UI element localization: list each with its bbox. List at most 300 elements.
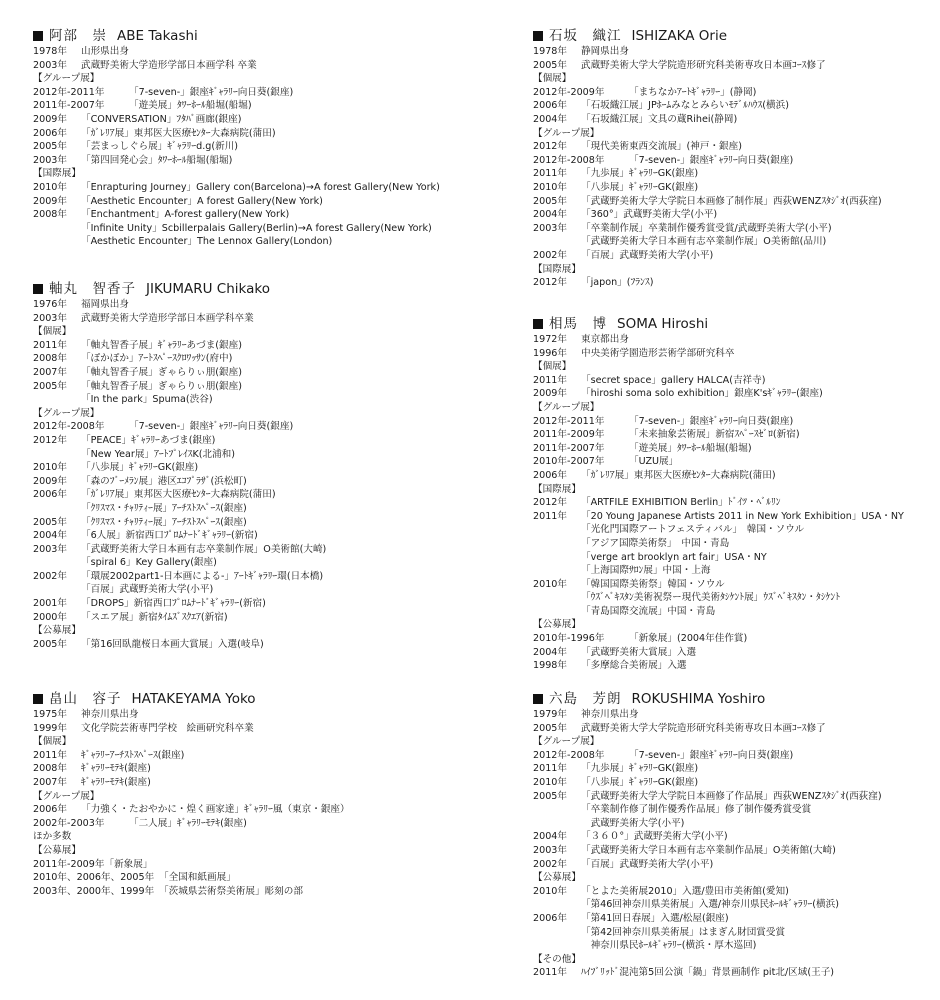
entry-text: 「武蔵野美術大学日本画有志卒業制作展」O美術館(大崎) [81, 543, 327, 555]
entry-row [33, 366, 463, 380]
entry-year: 2002年 [533, 858, 568, 870]
entry-text: 「未来抽象芸術展」新宿ｽﾍﾟｰｽｾﾞﾛ(新宿) [629, 429, 800, 441]
entry-row [533, 333, 940, 347]
entry-year: 2012年-2011年 [33, 86, 105, 98]
entry-year: 2003年 [33, 312, 68, 324]
entry-row [33, 86, 463, 100]
entry-row [33, 708, 463, 722]
entry-text: 東京都出身 [581, 334, 629, 345]
entry-continuation: 「第46回神奈川県美術展」入選/神奈川県民ﾎｰﾙｷﾞｬﾗﾘｰ(横浜) [581, 899, 839, 911]
entry-row [533, 113, 940, 127]
artist-name-jp: 阿部 崇 [49, 28, 107, 44]
entry-year: 1976年 [33, 299, 68, 310]
entry-year: 2011年-2007年 [33, 100, 105, 112]
entry-text: 「7-seven-」銀座ｷﾞｬﾗﾘｰ向日葵(銀座) [629, 154, 794, 166]
entry-row [533, 858, 940, 872]
entry-year: 2002年 [533, 249, 568, 261]
entry-year: 2010年 [533, 181, 568, 193]
entry-continuation: 「百展」武蔵野美術大学(小平) [81, 584, 214, 596]
entry-row [33, 127, 463, 141]
entry-year: 2008年 [33, 353, 68, 365]
entry-text: 「八歩展」ｷﾞｬﾗﾘｰGK(銀座) [581, 181, 699, 193]
entry-text: 「３６０°」武蔵野美術大学(小平) [581, 831, 728, 843]
entry-year: 2005年 [533, 722, 568, 734]
entry-year: 2009年 [33, 113, 68, 125]
entry-row [33, 380, 463, 394]
entry-row [33, 434, 463, 448]
section-heading: 【グループ展】 [33, 790, 100, 802]
entry-row [533, 415, 940, 429]
entry-year: 2006年 [533, 469, 568, 481]
entry-row [33, 817, 463, 831]
entry-row [533, 912, 940, 926]
entry-row [33, 461, 463, 475]
entry-year: 2011年 [533, 510, 568, 522]
entry-row [33, 570, 463, 584]
entry-row [533, 496, 940, 510]
entry-year: 2008年 [33, 763, 68, 775]
entry-row [533, 181, 940, 195]
artist-name-en: ROKUSHIMA Yoshiro [631, 691, 766, 707]
section-heading: 【公募展】 [533, 619, 581, 631]
entry-year: 2003年 [533, 222, 568, 234]
entry-text: ｷﾞｬﾗﾘｰﾓﾃｷ(銀座) [81, 776, 151, 788]
entry-year: 2012年 [33, 434, 68, 446]
entry-row [33, 140, 463, 154]
entry-text: 静岡県出身 [581, 46, 629, 57]
entry-text: 「7-seven-」銀座ｷﾞｬﾗﾘｰ向日葵(銀座) [129, 86, 294, 98]
entry-text: 「7-seven-」銀座ｷﾞｬﾗﾘｰ向日葵(銀座) [629, 415, 794, 427]
entry-row [33, 312, 463, 326]
entry-year: 2010年-1996年 [533, 633, 605, 645]
artist-name-en: SOMA Hiroshi [617, 316, 709, 332]
entry-text: 「スエア展」新宿ﾀｲﾑｽﾞｽｸｴｱ(新宿) [81, 611, 228, 623]
square-bullet-icon [533, 319, 543, 329]
section-heading: 2010年、2006年、2005年 「全国和紙画展」 [33, 872, 236, 884]
entry-text: 武蔵野美術大学造形学部日本画学科 卒業 [81, 59, 257, 71]
artist-name [33, 28, 463, 44]
entry-row [33, 611, 463, 625]
entry-text: 「Enchantment」A-forest gallery(New York) [81, 209, 290, 221]
square-bullet-icon [533, 694, 543, 704]
entry-year: 2011年 [33, 339, 68, 351]
entry-text: 「九歩展」ｷﾞｬﾗﾘｰGK(銀座) [581, 168, 699, 180]
entry-year: 2010年 [533, 578, 568, 590]
entry-year: 2005年 [33, 516, 68, 528]
entry-row [533, 749, 940, 763]
entry-text: 「第16回臥龍桜日本画大賞展」入選(岐阜) [81, 638, 264, 650]
entry-text: 「軸丸智香子展」ぎゃらりぃ朋(銀座) [81, 366, 242, 378]
entry-row [33, 543, 463, 557]
entry-row [533, 374, 940, 388]
entry-year: 2004年 [533, 831, 568, 843]
entry-year: 1975年 [33, 709, 68, 720]
entry-text: 「6人展」新宿西口ﾌﾟﾛﾑﾅｰﾄﾞｷﾞｬﾗﾘｰ(新宿) [81, 530, 258, 542]
entry-text: 「二人展」ｷﾞｬﾗﾘｰﾓﾃｷ(銀座) [129, 817, 247, 829]
entry-text: 「卒業制作展」卒業制作優秀賞受賞/武蔵野美術大学(小平) [581, 222, 832, 234]
entry-row [33, 181, 463, 195]
entry-text: 「UZU展」 [629, 456, 679, 468]
entry-year: 2011年 [533, 763, 568, 775]
entry-year: 2003年 [33, 543, 68, 555]
entry-text: 「ぽかぽか」ｱｰﾄｽﾍﾟｰｽｸﾛﾜｯｻﾝ(府中) [81, 353, 233, 365]
artist-name-en: ISHIZAKA Orie [631, 28, 728, 44]
entry-row [33, 59, 463, 73]
entry-continuation: 「spiral 6」Key Gallery(銀座) [81, 557, 217, 569]
entry-text: 「八歩展」ｷﾞｬﾗﾘｰGK(銀座) [81, 462, 199, 474]
entry-text: 武蔵野美術大学造形学部日本画学科卒業 [81, 312, 254, 324]
artist-profile [33, 28, 463, 249]
entry-row [533, 442, 940, 456]
entry-text: 「遊美展」ﾀﾜｰﾎｰﾙ船堀(船堀) [129, 100, 252, 112]
entry-continuation: 「アジア国際美術祭」 中国・青島 [581, 537, 730, 549]
entry-year: 2011年 [533, 967, 568, 979]
entry-row [533, 387, 940, 401]
entry-year: 2002年 [33, 570, 68, 582]
entry-year: 2000年 [33, 611, 68, 623]
entry-continuation: 「卒業制作修了制作優秀作品展」修了制作優秀賞受賞 [581, 804, 812, 816]
entry-continuation: 「Infinite Unity」Scbillerpalais Gallery(Berlin)→A forest Gallery(New York) [81, 222, 432, 234]
entry-text: 「ｸﾘｽﾏｽ・ﾁｬﾘﾃｨｰ展」ｱｰﾁｽﾄｽﾍﾟｰｽ(銀座) [81, 516, 247, 528]
entry-year: 2009年 [33, 195, 68, 207]
section-heading: 【公募展】 [33, 844, 81, 856]
entry-text: 「百展」武蔵野美術大学(小平) [581, 249, 714, 261]
entry-text: 「ARTFILE EXHIBITION Berlin」ﾄﾞｲﾂ・ﾍﾞﾙﾘﾝ [581, 497, 781, 509]
entry-text: 「新象展」(2004年佳作賞) [629, 633, 748, 645]
entry-continuation: 「光化門国際アートフェスティバル」 韓国・ソウル [581, 524, 805, 536]
entry-row [533, 347, 940, 361]
entry-year: 2012年-2008年 [533, 749, 605, 761]
entry-year: 2006年 [533, 912, 568, 924]
entry-year: 1978年 [533, 46, 568, 57]
entry-row [33, 597, 463, 611]
entry-text: 「PEACE」ｷﾞｬﾗﾘｰあづま(銀座) [81, 434, 216, 446]
entry-year: 2011年 [33, 749, 68, 761]
entry-row [533, 844, 940, 858]
entry-continuation: 「青島国際交流展」中国・青島 [581, 605, 716, 617]
entry-year: 2012年 [533, 277, 568, 289]
entry-year: 2009年 [33, 475, 68, 487]
entry-year: 2004年 [533, 646, 568, 658]
artist-profile [533, 691, 940, 980]
entry-row [33, 113, 463, 127]
entry-text: 「7-seven-」銀座ｷﾞｬﾗﾘｰ向日葵(銀座) [629, 749, 794, 761]
entry-text: 「百展」武蔵野美術大学(小平) [581, 858, 714, 870]
entry-year: 2005年 [533, 790, 568, 802]
entry-text: 「ｶﾞﾚﾘｱ展」東邦医大医療ｾﾝﾀｰ大森病院(蒲田) [81, 489, 276, 501]
section-heading: 【グループ展】 [533, 127, 600, 139]
entry-text: ﾊｲﾌﾞﾘｯﾄﾞ混沌第5回公演「鍋」背景画制作 pit北/区域(王子) [581, 967, 835, 979]
entry-row [33, 339, 463, 353]
entry-text: 「武蔵野美術大賞展」入選 [581, 646, 697, 658]
section-heading: 【個展】 [33, 736, 72, 748]
section-heading: 2003年、2000年、1999年 「茨城県芸術祭美術展」彫刻の部 [33, 885, 303, 897]
entry-continuation: 武蔵野美術大学(小平) [581, 817, 685, 829]
entry-row [33, 99, 463, 113]
entry-row [533, 632, 940, 646]
entry-continuation: 「第42回神奈川県美術展」はまぎん財団賞受賞 [581, 926, 786, 938]
section-heading: 【個展】 [33, 326, 72, 338]
section-heading: 【グループ展】 [533, 736, 600, 748]
entry-continuation: 「In the park」Spuma(渋谷) [81, 394, 213, 406]
entry-text: 「まちなかｱｰﾄｷﾞｬﾗﾘｰ」(静岡) [629, 86, 757, 98]
entry-row [533, 140, 940, 154]
entry-text: 「7-seven-」銀座ｷﾞｬﾗﾘｰ向日葵(銀座) [129, 421, 294, 433]
entry-year: 2003年 [33, 154, 68, 166]
entry-text: 「Aesthetic Encounter」A forest Gallery(New York) [81, 195, 323, 207]
entry-year: 2001年 [33, 598, 68, 610]
entry-row [33, 776, 463, 790]
entry-year: 2004年 [533, 113, 568, 125]
entry-row [533, 222, 940, 236]
entry-row [33, 722, 463, 736]
entry-row [33, 803, 463, 817]
entry-text: 「八歩展」ｷﾞｬﾗﾘｰGK(銀座) [581, 776, 699, 788]
entry-row [33, 298, 463, 312]
entry-text: 「力強く・たおやかに・煌く画家達」ｷﾞｬﾗﾘｰ風（東京・銀座） [81, 804, 350, 816]
entry-text: 「軸丸智香子展」ぎゃらりぃ朋(銀座) [81, 380, 242, 392]
artist-profile [33, 281, 463, 651]
entry-text: 「CONVERSATION」ﾌﾀﾊﾞ画廊(銀座) [81, 113, 242, 125]
entry-row [533, 249, 940, 263]
section-heading: 【その他】 [533, 953, 581, 965]
entry-year: 2004年 [33, 530, 68, 542]
entry-row [533, 428, 940, 442]
entry-row [533, 469, 940, 483]
entry-continuation: 「New Year展」ｱｰﾄﾌﾟﾚｲｽK(北浦和) [81, 448, 236, 460]
entry-row [533, 776, 940, 790]
entry-year: 2003年 [33, 59, 68, 71]
entry-text: 文化学院芸術専門学校 絵画研究科卒業 [81, 722, 254, 734]
entry-year: 2005年 [33, 380, 68, 392]
entry-text: 「360°」武蔵野美術大学(小平) [581, 209, 718, 221]
entry-row [533, 99, 940, 113]
entry-text: ｷﾞｬﾗﾘｰｱｰﾁｽﾄｽﾍﾟｰｽ(銀座) [81, 749, 185, 761]
artist-name-jp: 六島 芳朗 [549, 691, 622, 707]
artist-name-jp: 相馬 博 [549, 316, 607, 332]
entry-row [533, 208, 940, 222]
entry-year: 2009年 [533, 388, 568, 400]
entry-row [533, 659, 940, 673]
section-heading: 2011年-2009年「新象展」 [33, 858, 153, 870]
entry-year: 1978年 [33, 46, 68, 57]
entry-row [33, 488, 463, 502]
entry-row [33, 762, 463, 776]
entry-text: 神奈川県出身 [81, 709, 139, 720]
entry-year: 2005年 [533, 59, 568, 71]
entry-text: 「第四回発心会」ﾀﾜｰﾎｰﾙ船堀(船堀) [81, 154, 233, 166]
entry-row [33, 638, 463, 652]
section-heading: 【国際展】 [533, 483, 581, 495]
entry-year: 2011年 [533, 374, 568, 386]
entry-row [533, 578, 940, 592]
entry-year: 1999年 [33, 722, 68, 734]
entry-row [533, 455, 940, 469]
entry-text: 「武蔵野美術大学大学院日本画修了作品展」西荻WENZｽﾀｼﾞｵ(西荻窪) [581, 790, 882, 802]
entry-text: 「Enrapturing Journey」Gallery con(Barcelona)→A forest Gallery(New York) [81, 181, 440, 193]
entry-year: 2004年 [533, 209, 568, 221]
entry-row [533, 966, 940, 980]
entry-year: 2002年-2003年 [33, 817, 105, 829]
entry-continuation: 「ｳｽﾞﾍﾞｷｽﾀﾝ美術祝祭ー現代美術ﾀｼｹﾝﾄ展」ｳｽﾞﾍﾞｷｽﾀﾝ・ﾀｼｹﾝﾄ [581, 592, 841, 604]
entry-year: 2012年-2011年 [533, 415, 605, 427]
entry-continuation: 「ｸﾘｽﾏｽ・ﾁｬﾘﾃｨｰ展」ｱｰﾁｽﾄｽﾍﾟｰｽ(銀座) [81, 502, 247, 514]
entry-text: 中央美術学園造形芸術学部研究科卒 [581, 347, 735, 359]
entry-row [533, 510, 940, 524]
entry-text: 神奈川県出身 [581, 709, 639, 720]
entry-year: 2011年 [533, 168, 568, 180]
entry-year: 2010年-2007年 [533, 456, 605, 468]
entry-text: 「遊美展」ﾀﾜｰﾎｰﾙ船堀(船堀) [629, 442, 752, 454]
entry-row [533, 885, 940, 899]
entry-year: 2005年 [533, 195, 568, 207]
artist-profile [533, 316, 940, 673]
entry-row [533, 59, 940, 73]
entry-text: 「とよた美術展2010」入選/豊田市美術館(愛知) [581, 885, 789, 897]
entry-row [33, 749, 463, 763]
artist-name-en: ABE Takashi [117, 28, 198, 44]
entry-year: 1972年 [533, 334, 568, 345]
section-heading: 【グループ展】 [33, 407, 100, 419]
entry-row [33, 529, 463, 543]
entry-year: 2010年 [33, 462, 68, 474]
entry-text: 「ｶﾞﾚﾘｱ展」東邦医大医療ｾﾝﾀｰ大森病院(蒲田) [581, 469, 776, 481]
entry-year: 2005年 [33, 638, 68, 650]
entry-year: 2006年 [33, 127, 68, 139]
entry-year: 2012年-2008年 [33, 421, 105, 433]
entry-row [533, 167, 940, 181]
entry-text: 「第41回日春展」入選/松屋(銀座) [581, 912, 729, 924]
artist-name-en: HATAKEYAMA Yoko [131, 691, 256, 707]
entry-row [533, 45, 940, 59]
entry-text: 「石坂織江展」文具の蔵Rihei(静岡) [581, 113, 738, 125]
entry-year: 2007年 [33, 366, 68, 378]
entry-year: 2012年-2008年 [533, 154, 605, 166]
entry-row [33, 195, 463, 209]
entry-year: 2006年 [33, 489, 68, 501]
entry-row [533, 762, 940, 776]
entry-year: 1979年 [533, 709, 568, 720]
entry-text: 「九歩展」ｷﾞｬﾗﾘｰGK(銀座) [581, 763, 699, 775]
entry-row [533, 276, 940, 290]
section-heading: 【個展】 [533, 361, 572, 373]
entry-text: 武蔵野美術大学大学院造形研究科美術専攻日本画ｺｰｽ修了 [581, 59, 826, 71]
entry-text: 「ｶﾞﾚﾘｱ展」東邦医大医療ｾﾝﾀｰ大森病院(蒲田) [81, 127, 276, 139]
artist-profile [33, 691, 463, 898]
section-heading: 【グループ展】 [33, 73, 100, 85]
artist-name [533, 28, 940, 44]
square-bullet-icon [533, 31, 543, 41]
entry-text: 「韓国国際美術祭」韓国・ソウル [581, 578, 725, 590]
entry-year: 2011年-2007年 [533, 442, 605, 454]
entry-text: 「芸まっしぐら展」ｷﾞｬﾗﾘｰd.g(新川) [81, 141, 239, 153]
entry-year: 2012年-2009年 [533, 86, 605, 98]
entry-row [533, 154, 940, 168]
section-heading: ほか多数 [33, 831, 72, 843]
entry-year: 2012年 [533, 141, 568, 153]
entry-year: 2005年 [33, 141, 68, 153]
section-heading: 【国際展】 [33, 168, 81, 180]
entry-text: 「森のﾌﾞｰﾒﾗﾝ展」港区ｴｺﾌﾟﾗｻﾞ(浜松町) [81, 475, 247, 487]
entry-year: 1998年 [533, 660, 568, 672]
entry-text: 「20 Young Japanese Artists 2011 in New York Exhibition」USA・NY [581, 510, 904, 522]
entry-text: 武蔵野美術大学大学院造形研究科美術専攻日本画ｺｰｽ修了 [581, 722, 826, 734]
artist-name-jp: 石坂 織江 [549, 28, 622, 44]
entry-row [33, 475, 463, 489]
entry-text: 「武蔵野美術大学日本画有志卒業制作品展」O美術館(大崎) [581, 844, 836, 856]
entry-row [33, 516, 463, 530]
square-bullet-icon [33, 284, 43, 294]
entry-year: 2011年-2009年 [533, 429, 605, 441]
artist-name [33, 281, 463, 297]
entry-text: 「武蔵野美術大学大学院日本画修了制作展」西荻WENZｽﾀｼﾞｵ(西荻窪) [581, 195, 882, 207]
entry-row [33, 420, 463, 434]
entry-year: 2010年 [533, 885, 568, 897]
entry-row [33, 208, 463, 222]
entry-year: 1996年 [533, 347, 568, 359]
entry-text: 福岡県出身 [81, 299, 129, 310]
section-heading: 【公募展】 [533, 872, 581, 884]
section-heading: 【公募展】 [33, 625, 81, 637]
artist-profile [533, 28, 940, 290]
artist-name [533, 316, 940, 332]
entry-text: 「軸丸智香子展」ｷﾞｬﾗﾘｰあづま(銀座) [81, 339, 242, 351]
entry-continuation: 「武蔵野美術大学日本画有志卒業制作展」O美術館(品川) [581, 236, 827, 248]
entry-row [533, 86, 940, 100]
entry-year: 2010年 [33, 181, 68, 193]
entry-year: 2012年 [533, 497, 568, 509]
entry-continuation: 「Aesthetic Encounter」The Lennox Gallery(London) [81, 236, 333, 248]
entry-text: 「hiroshi soma solo exhibition」銀座K'sｷﾞｬﾗﾘｰ(銀座) [581, 388, 823, 400]
entry-continuation: 「上海国際ｻﾛﾝ展」中国・上海 [581, 565, 711, 577]
entry-continuation: 「verge art brooklyn art fair」USA・NY [581, 551, 767, 563]
entry-text: 「環展2002part1-日本画による-」ｱｰﾄｷﾞｬﾗﾘｰ環(日本橋) [81, 570, 324, 582]
entry-year: 2006年 [533, 100, 568, 112]
entry-row [533, 195, 940, 209]
entry-continuation: 神奈川県民ﾎｰﾙｷﾞｬﾗﾘｰ(横浜・厚木巡回) [581, 940, 757, 952]
entry-text: 「japon」(ﾌﾗﾝｽ) [581, 277, 654, 289]
entry-text: ｷﾞｬﾗﾘｰﾓﾃｷ(銀座) [81, 763, 151, 775]
entry-text: 「現代美術東西交流展」(神戸・銀座) [581, 141, 742, 153]
entry-text: 「石坂織江展」JPﾎｰﾑみなとみらいﾓﾃﾞﾙﾊｳｽ(横浜) [581, 100, 789, 112]
entry-text: 「多摩総合美術展」入選 [581, 660, 687, 672]
entry-row [533, 830, 940, 844]
section-heading: 【グループ展】 [533, 401, 600, 413]
entry-row [533, 722, 940, 736]
entry-year: 2008年 [33, 209, 68, 221]
square-bullet-icon [33, 31, 43, 41]
entry-year: 2007年 [33, 776, 68, 788]
entry-year: 2003年 [533, 844, 568, 856]
artist-name-jp: 軸丸 智香子 [49, 281, 136, 297]
entry-year: 2006年 [33, 804, 68, 816]
entry-row [533, 790, 940, 804]
entry-row [33, 45, 463, 59]
square-bullet-icon [33, 694, 43, 704]
entry-row [33, 352, 463, 366]
entry-row [33, 154, 463, 168]
artist-name-jp: 畠山 容子 [49, 691, 122, 707]
section-heading: 【個展】 [533, 73, 572, 85]
entry-row [533, 646, 940, 660]
entry-row [533, 708, 940, 722]
entry-year: 2010年 [533, 776, 568, 788]
artist-name-en: JIKUMARU Chikako [146, 281, 270, 297]
entry-text: 山形県出身 [81, 46, 129, 57]
section-heading: 【国際展】 [533, 263, 581, 275]
entry-text: 「DROPS」新宿西口ﾌﾟﾛﾑﾅｰﾄﾞｷﾞｬﾗﾘｰ(新宿) [81, 598, 266, 610]
entry-text: 「secret space」gallery HALCA(吉祥寺) [581, 374, 766, 386]
